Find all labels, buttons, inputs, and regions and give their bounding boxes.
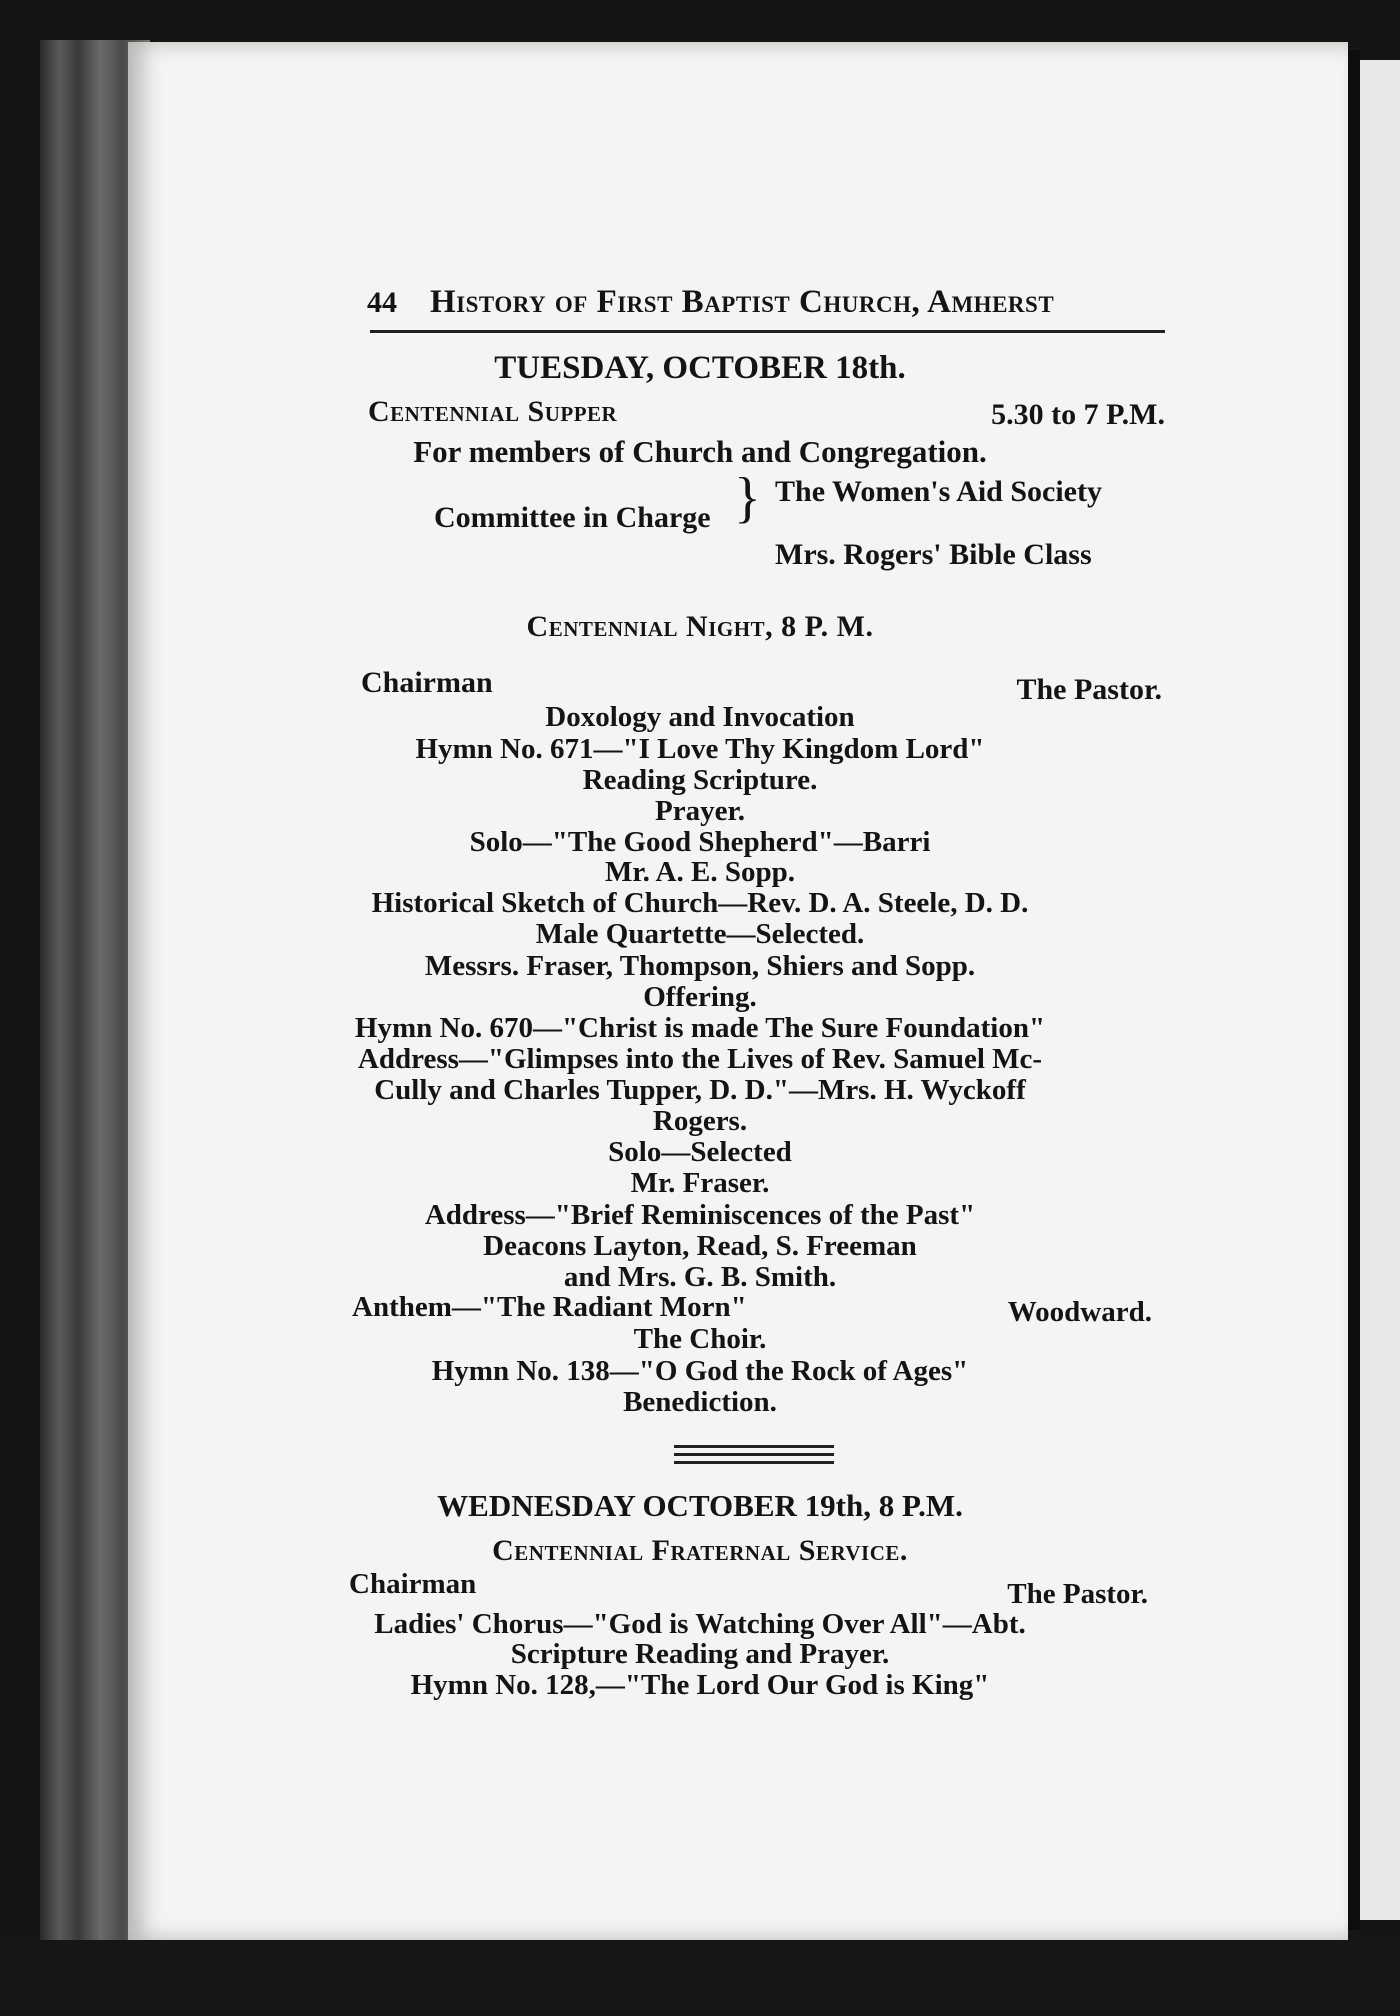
program-line: Hymn No. 138—"O God the Rock of Ages" bbox=[431, 1355, 969, 1387]
page-number: 44 bbox=[367, 286, 397, 319]
program-line: The Choir. bbox=[633, 1323, 767, 1355]
chairman-value: The Pastor. bbox=[1007, 1578, 1148, 1610]
program-line: Address—"Brief Reminiscences of the Past" bbox=[424, 1199, 976, 1231]
program-line: Doxology and Invocation bbox=[545, 701, 855, 733]
header-rule bbox=[370, 330, 1165, 333]
program-line: Solo—"The Good Shepherd"—Barri bbox=[469, 826, 931, 858]
program-line: Hymn No. 128,—"The Lord Our God is King" bbox=[410, 1669, 990, 1701]
program-line: Hymn No. 671—"I Love Thy Kingdom Lord" bbox=[415, 733, 985, 765]
program-line: Address—"Glimpses into the Lives of Rev. Samuel Mc- bbox=[357, 1043, 1043, 1075]
program-line: Historical Sketch of Church—Rev. D. A. Steele, D. D. bbox=[371, 887, 1029, 919]
separator-rule bbox=[674, 1445, 834, 1448]
chairman-label: Chairman bbox=[349, 1568, 477, 1600]
committee-member: Mrs. Rogers' Bible Class bbox=[775, 538, 1092, 571]
program-line: Scripture Reading and Prayer. bbox=[510, 1638, 890, 1670]
chairman-value: The Pastor. bbox=[1016, 673, 1162, 706]
program-line: Rogers. bbox=[652, 1105, 748, 1137]
program-line: Hymn No. 670—"Christ is made The Sure Foundation" bbox=[354, 1012, 1046, 1044]
wednesday-heading: WEDNESDAY OCTOBER 19th, 8 P.M. bbox=[437, 1488, 963, 1523]
program-line: Ladies' Chorus—"God is Watching Over All"—Abt. bbox=[374, 1608, 1026, 1640]
program-line: Offering. bbox=[643, 981, 757, 1013]
program-line: Male Quartette—Selected. bbox=[535, 918, 865, 950]
committee-member: The Women's Aid Society bbox=[775, 475, 1102, 508]
program-line: Mr. A. E. Sopp. bbox=[605, 856, 795, 888]
program-line: Solo—Selected bbox=[608, 1136, 792, 1168]
program-line: Prayer. bbox=[655, 795, 745, 827]
supper-for: For members of Church and Congregation. bbox=[413, 434, 987, 469]
program-line: Mr. Fraser. bbox=[630, 1167, 770, 1199]
centennial-night-heading: Centennial Night, 8 P. M. bbox=[526, 610, 874, 643]
separator-rule bbox=[674, 1461, 834, 1464]
program-line: Messrs. Fraser, Thompson, Shiers and Sopp. bbox=[424, 950, 976, 982]
committee-label: Committee in Charge bbox=[434, 501, 711, 534]
fraternal-service-heading: Centennial Fraternal Service. bbox=[492, 1534, 908, 1567]
committee-brace-icon: } bbox=[734, 467, 761, 529]
program-line: Reading Scripture. bbox=[582, 764, 818, 796]
program-line: Benediction. bbox=[623, 1386, 777, 1418]
supper-label: Centennial Supper bbox=[368, 395, 618, 428]
running-title: History of First Baptist Church, Amherst bbox=[430, 284, 1055, 320]
separator-rule bbox=[674, 1453, 834, 1456]
supper-time: 5.30 to 7 P.M. bbox=[991, 398, 1165, 431]
program-line: Cully and Charles Tupper, D. D."—Mrs. H. Wyckoff bbox=[374, 1074, 1026, 1106]
anthem-composer: Woodward. bbox=[1007, 1296, 1152, 1328]
tuesday-heading: TUESDAY, OCTOBER 18th. bbox=[494, 350, 906, 386]
program-line: and Mrs. G. B. Smith. bbox=[563, 1261, 837, 1293]
program-line: Deacons Layton, Read, S. Freeman bbox=[483, 1230, 917, 1262]
chairman-label: Chairman bbox=[361, 666, 493, 699]
anthem-label: Anthem—"The Radiant Morn" bbox=[352, 1291, 747, 1323]
scan-bottom-band bbox=[0, 1940, 1400, 2016]
